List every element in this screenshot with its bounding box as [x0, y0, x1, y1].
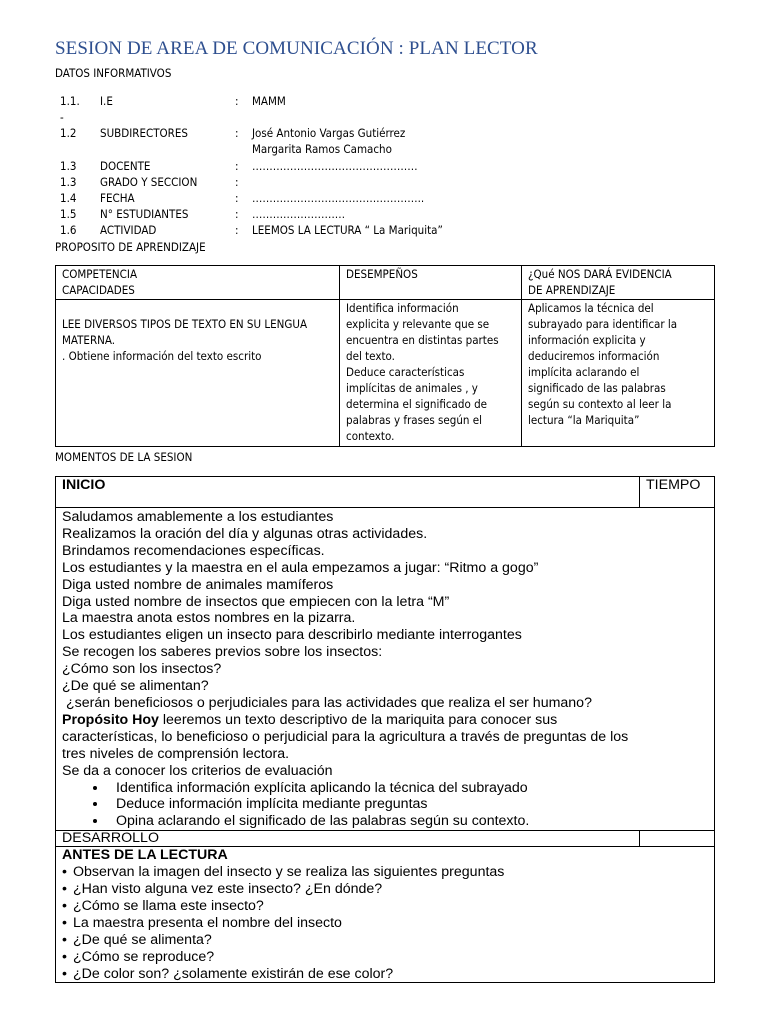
inicio-line: ¿Cómo son los insectos? — [62, 661, 222, 678]
momentos-table — [55, 476, 715, 983]
competencia-line: LEE DIVERSOS TIPOS DE TEXTO EN SU LENGUA — [62, 317, 308, 331]
header-evidencia-2: DE APRENDIZAJE — [528, 283, 616, 297]
datos-num: 1.4 — [60, 191, 77, 205]
evidencia-line: subrayado para identificar la — [528, 317, 678, 331]
antes-item — [62, 881, 708, 898]
desempeno-line: encuentra en distintas partes — [346, 333, 499, 347]
datos-row — [58, 190, 718, 206]
header-desempenos: DESEMPEÑOS — [346, 267, 418, 281]
inicio-line: Diga usted nombre de animales mamíferos — [62, 576, 334, 593]
desempeno-line: determina el significado de — [346, 397, 488, 411]
inicio-line: Diga usted nombre de insectos que empiecen con la letra “M” — [62, 593, 450, 610]
datos-row — [58, 93, 718, 109]
tiempo-label: TIEMPO — [646, 477, 701, 493]
antes-item-text: ¿De color son? ¿solamente existirán de ese color? — [73, 965, 394, 982]
bullet-icon: • — [62, 965, 67, 982]
antes-item — [62, 966, 708, 983]
antes-item — [62, 864, 708, 881]
antes-item — [62, 949, 708, 966]
datos-label: GRADO Y SECCION — [100, 175, 198, 189]
datos-num: 1.3 — [60, 159, 77, 173]
evidencia-line: Aplicamos la técnica del — [528, 301, 654, 315]
desarrollo-tiempo-cell — [640, 831, 715, 847]
datos-row — [58, 174, 718, 190]
desarrollo-body-cell — [56, 847, 715, 983]
desempeno-line: Identifica información — [346, 301, 459, 315]
evidencia-cell — [522, 300, 715, 447]
datos-colon: : — [235, 191, 239, 205]
inicio-label-cell — [56, 477, 640, 508]
datos-value: ………………………………………… — [252, 159, 418, 173]
desempeno-line: explicita y relevante que se — [346, 317, 490, 331]
inicio-line: ¿serán beneficiosos o perjudiciales para las actividades que realiza el ser humano? — [62, 694, 592, 711]
evidencia-line: lectura “la Mariquita” — [528, 413, 640, 427]
inicio-line: ¿De qué se alimentan? — [62, 678, 209, 695]
antes-item-text: Observan la imagen del insecto y se realiza las siguientes preguntas — [73, 864, 505, 881]
datos-num: 1.5 — [60, 207, 77, 221]
criterio-item: • Opina aclarando el significado de las palabras según su contexto. — [108, 813, 708, 830]
datos-num: 1.6 — [60, 223, 77, 237]
proposito-body-row — [56, 300, 715, 447]
datos-label: SUBDIRECTORES — [100, 126, 188, 140]
desempeno-line: implícitas de animales , y — [346, 381, 478, 395]
datos-colon: : — [235, 207, 239, 221]
criterio-item: • Deduce información implícita mediante preguntas — [108, 796, 708, 813]
criterio-item: • Identifica información explícita aplicando la técnica del subrayado — [108, 780, 708, 797]
evidencia-line: significado de las palabras — [528, 381, 666, 395]
header-evidencia: ¿Qué NOS DARÁ EVIDENCIA — [528, 267, 672, 281]
momentos-heading: MOMENTOS DE LA SESION — [55, 450, 193, 464]
proposito-hoy-text: leeremos un texto descriptivo de la mariquita para conocer sus — [158, 711, 558, 728]
datos-colon: : — [235, 94, 239, 108]
inicio-line: Brindamos recomendaciones específicas. — [62, 542, 325, 559]
datos-num: 1.3 — [60, 175, 77, 189]
datos-label: ACTIVIDAD — [100, 223, 157, 237]
datos-value: José Antonio Vargas Gutiérrez — [252, 126, 406, 140]
datos-row — [58, 222, 718, 238]
competencia-line: MATERNA. — [62, 333, 116, 347]
inicio-body-row — [56, 508, 715, 831]
bullet-icon: • — [62, 897, 67, 914]
bullet-icon: • — [62, 948, 67, 965]
datos-label: FECHA — [100, 191, 135, 205]
desarrollo-label-cell — [56, 831, 640, 847]
tiempo-label-cell — [640, 477, 715, 508]
antes-item-text: La maestra presenta el nombre del insecto — [73, 914, 342, 931]
datos-label: N° ESTUDIANTES — [100, 207, 189, 221]
antes-item-text: ¿Cómo se reproduce? — [73, 948, 215, 965]
desempenos-cell — [340, 300, 522, 447]
datos-heading: DATOS INFORMATIVOS — [55, 66, 172, 80]
bullet-icon: • — [62, 914, 67, 931]
header-cell-competencia — [56, 266, 340, 300]
datos-colon: : — [235, 126, 239, 140]
antes-item — [62, 898, 708, 915]
datos-value: ……………………… — [252, 207, 346, 221]
evidencia-line: deduciremos información — [528, 349, 660, 363]
competencia-cell — [56, 300, 340, 447]
proposito-hoy-line — [62, 712, 708, 729]
datos-value: ………………………………………….. — [252, 191, 425, 205]
datos-label: DOCENTE — [100, 159, 151, 173]
datos-label: I.E — [100, 94, 113, 108]
header-competencia: COMPETENCIA — [62, 267, 138, 281]
document-title: SESION DE AREA DE COMUNICACIÓN : PLAN LECTOR — [55, 38, 538, 59]
antes-item-text: ¿Han visto alguna vez este insecto? ¿En dónde? — [73, 881, 383, 898]
bullet-icon: • — [62, 881, 67, 898]
inicio-label: INICIO — [62, 477, 106, 493]
bullet-icon: • — [62, 931, 67, 948]
datos-value: MAMM — [252, 94, 286, 108]
proposito-heading: PROPOSITO DE APRENDIZAJE — [55, 240, 206, 254]
datos-num: 1.1. — [60, 94, 80, 108]
proposito-header-row — [56, 266, 715, 300]
datos-colon: : — [235, 223, 239, 237]
datos-num: 1.2 — [60, 126, 77, 140]
antes-heading-label: ANTES DE LA LECTURA — [62, 847, 228, 864]
stray-dash: - — [60, 110, 64, 124]
datos-value: Margarita Ramos Camacho — [252, 142, 392, 156]
desarrollo-header-row — [56, 831, 715, 847]
proposito-line: tres niveles de comprensión lectora. — [62, 745, 290, 762]
desempeno-line: del texto. — [346, 349, 395, 363]
datos-row — [58, 158, 718, 174]
antes-item — [62, 932, 708, 949]
inicio-line: La maestra anota estos nombres en la pizarra. — [62, 610, 356, 627]
inicio-body-cell — [56, 508, 715, 831]
capacidad-line: . Obtiene información del texto escrito — [62, 349, 262, 363]
header-capacidades: CAPACIDADES — [62, 283, 135, 297]
datos-value: LEEMOS LA LECTURA “ La Mariquita” — [252, 223, 443, 237]
datos-colon: : — [235, 175, 239, 189]
antes-item — [62, 915, 708, 932]
inicio-line: Los estudiantes eligen un insecto para describirlo mediante interrogantes — [62, 627, 522, 644]
inicio-header-row — [56, 477, 715, 508]
proposito-hoy-label: Propósito Hoy — [62, 711, 159, 728]
desarrollo-body-row — [56, 847, 715, 983]
antes-heading — [62, 847, 708, 864]
evidencia-line: información explicita y — [528, 333, 646, 347]
bullet-icon: • — [62, 864, 67, 881]
criterios-list — [62, 780, 708, 831]
desempeno-line: Deduce características — [346, 365, 465, 379]
datos-colon: : — [235, 159, 239, 173]
desarrollo-label: DESARROLLO — [62, 830, 159, 847]
header-cell-evidencia — [522, 266, 715, 300]
desempeno-line: palabras y frases según el — [346, 413, 483, 427]
antes-item-text: ¿De qué se alimenta? — [73, 931, 212, 948]
inicio-line: Saludamos amablemente a los estudiantes — [62, 509, 334, 525]
evidencia-line: según su contexto al leer la — [528, 397, 672, 411]
proposito-table — [55, 265, 715, 447]
antes-item-text: ¿Cómo se llama este insecto? — [73, 897, 264, 914]
inicio-line: Los estudiantes y la maestra en el aula empezamos a jugar: “Ritmo a gogo” — [62, 559, 539, 576]
inicio-line: Realizamos la oración del día y algunas otras actividades. — [62, 525, 428, 542]
inicio-line: Se recogen los saberes previos sobre los insectos: — [62, 644, 383, 661]
header-cell-desempenos — [340, 266, 522, 300]
evidencia-line: implícita aclarando el — [528, 365, 640, 379]
datos-row — [58, 141, 718, 157]
desempeno-line: contexto. — [346, 429, 395, 443]
criterios-line: Se da a conocer los criterios de evaluación — [62, 762, 333, 779]
datos-row — [58, 125, 718, 141]
proposito-line: características, lo beneficioso o perjudicial para la agricultura a través de preguntas de los — [62, 728, 629, 745]
datos-row — [58, 206, 718, 222]
